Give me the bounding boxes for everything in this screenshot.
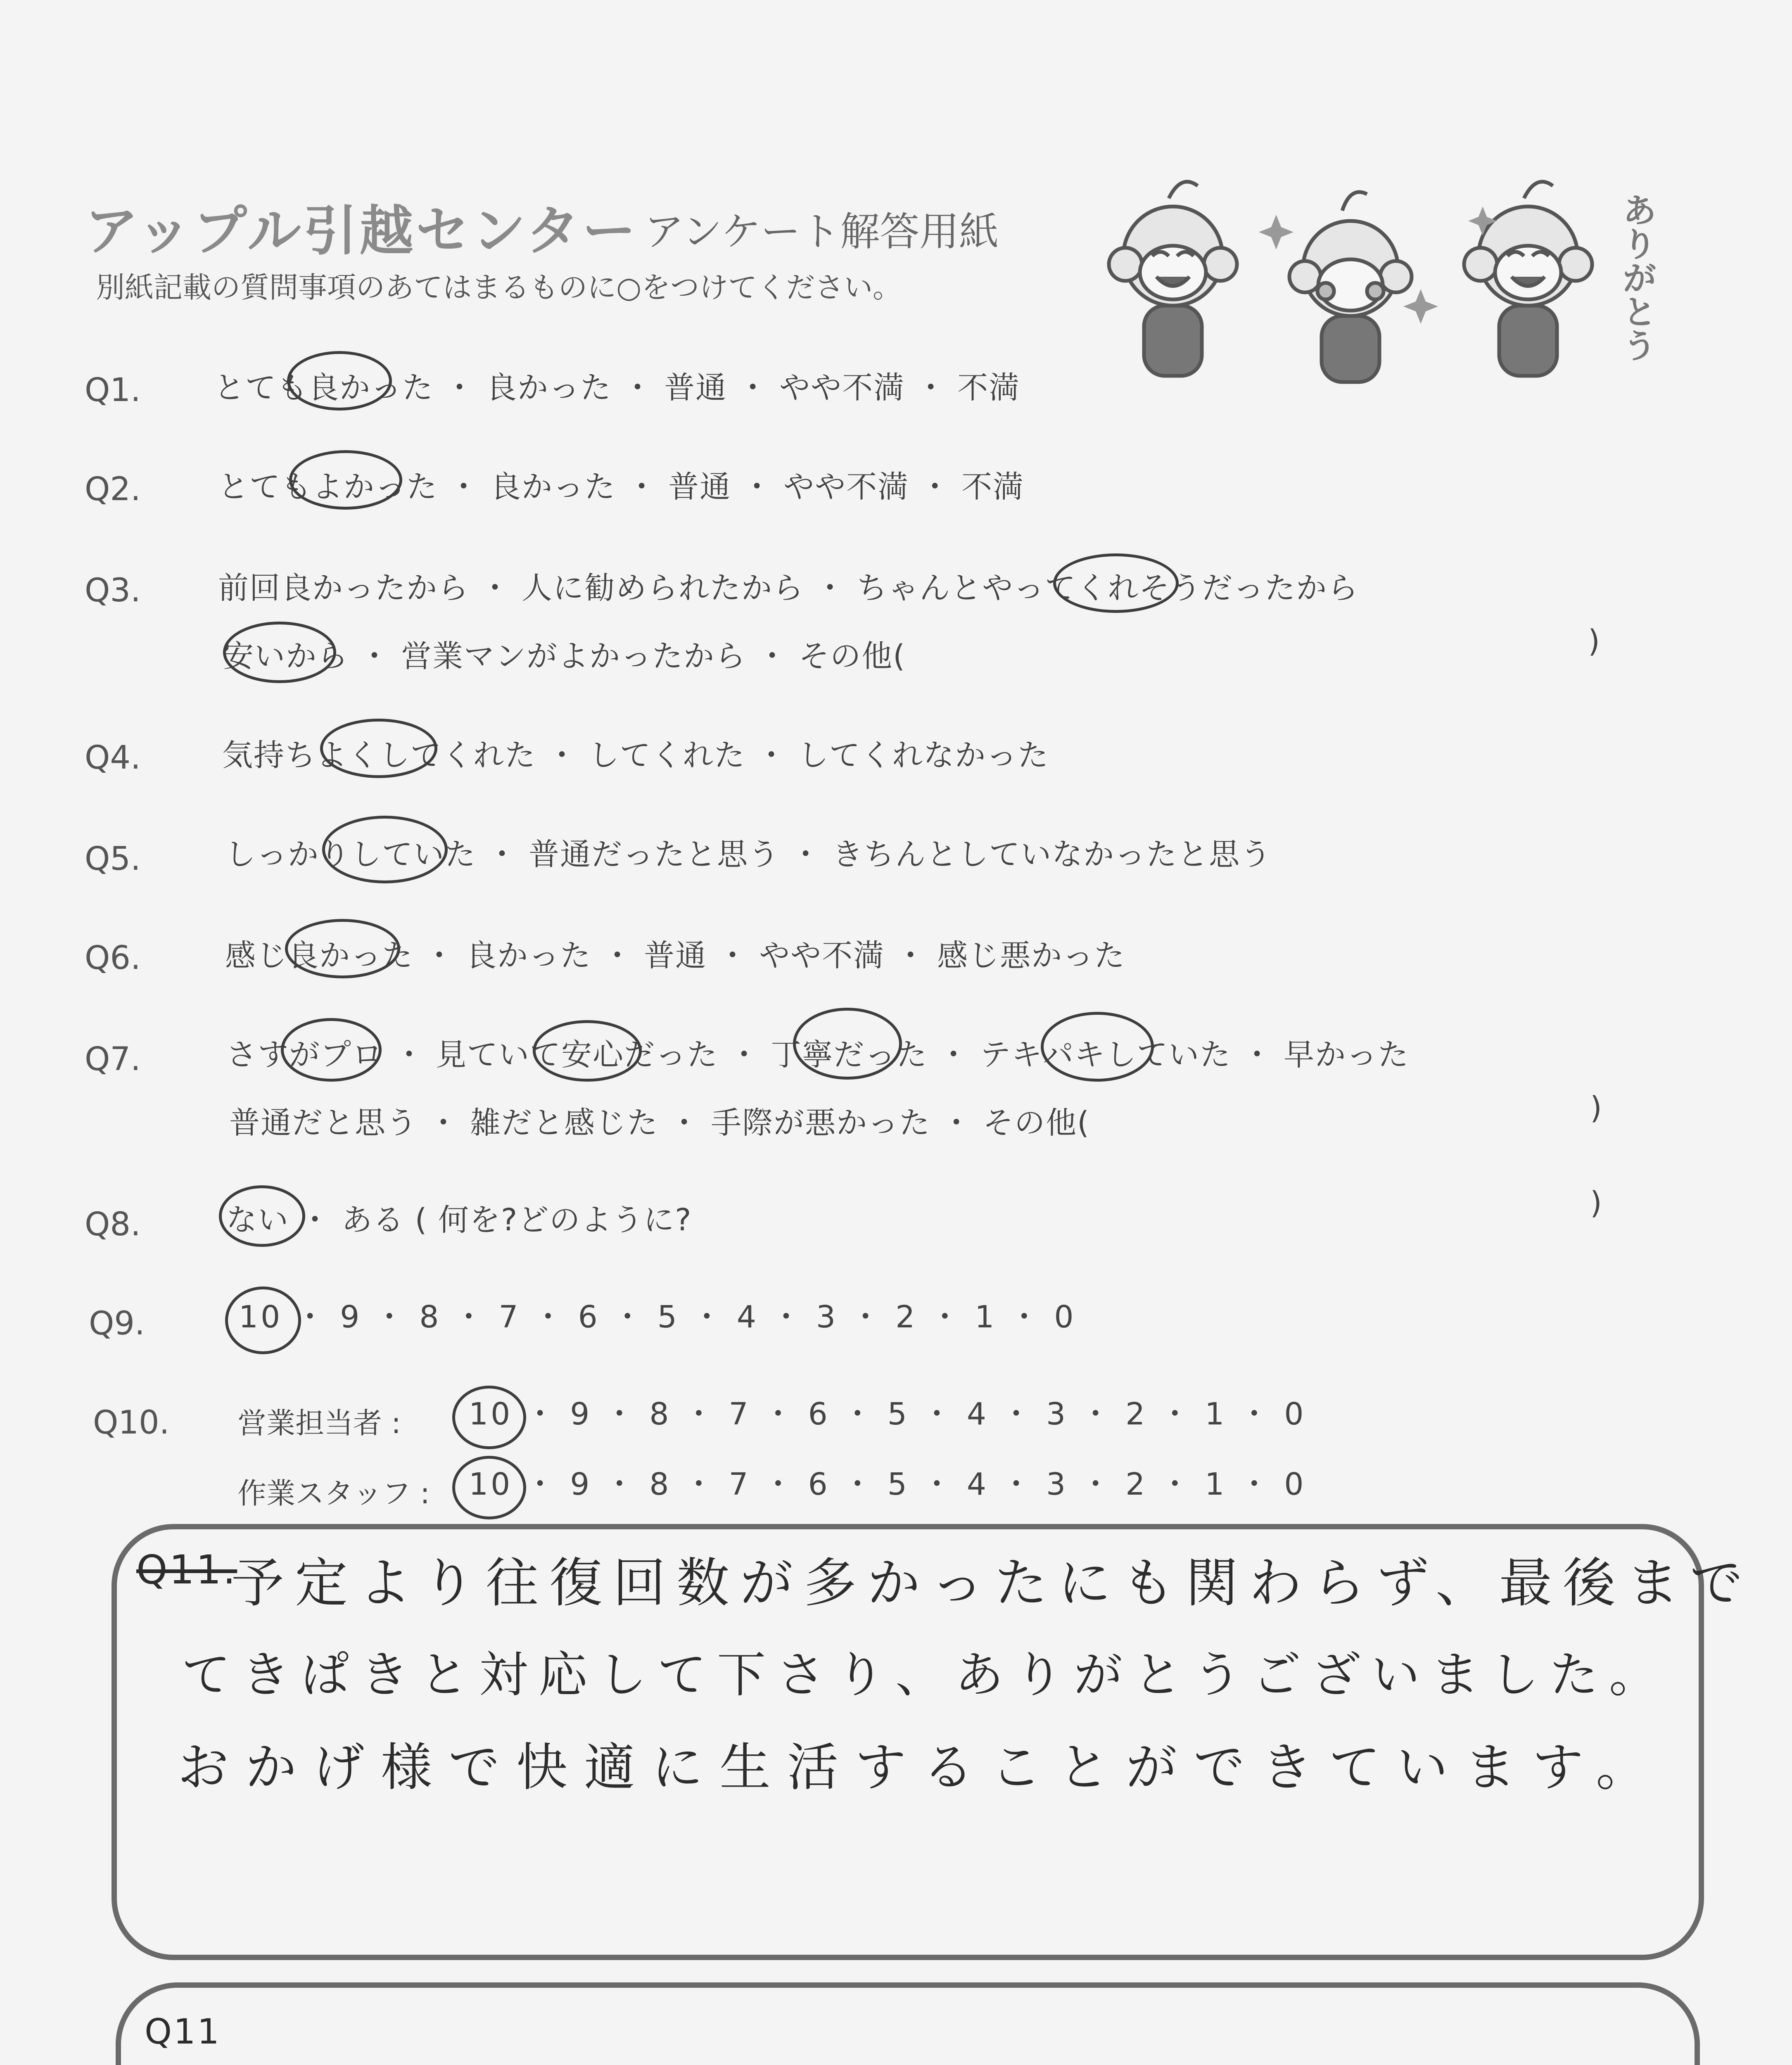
mascot-illustration bbox=[1094, 173, 1648, 405]
q4-answer-circle bbox=[320, 719, 437, 778]
q6-options[interactable]: 感じ良かった ・ 良かった ・ 普通 ・ やや不満 ・ 感じ悪かった bbox=[225, 938, 1126, 973]
company-title: アップル引越センター bbox=[85, 199, 638, 262]
form-subtitle: アンケート解答用紙 bbox=[644, 209, 999, 255]
q2-label: Q2. bbox=[85, 471, 141, 508]
q3-answer-circle-b bbox=[223, 622, 336, 683]
monkey-shy-icon bbox=[1289, 192, 1412, 382]
comment2-question-tag: Q11 bbox=[145, 2011, 221, 2052]
q7-options-line2[interactable]: 普通だと思う ・ 雑だと感じた ・ 手際が悪かった ・ その他( bbox=[229, 1105, 1090, 1141]
q10-sales-answer-circle bbox=[452, 1386, 526, 1449]
q1-label: Q1. bbox=[85, 372, 141, 409]
monkey-laughing-icon bbox=[1109, 182, 1237, 376]
q7-close-paren: ) bbox=[1590, 1090, 1602, 1126]
q4-options[interactable]: 気持ちよくしてくれた ・ してくれた ・ してくれなかった bbox=[222, 738, 1049, 773]
thank-you-badge: ありがとう bbox=[1623, 192, 1656, 366]
q6-label: Q6. bbox=[85, 940, 141, 977]
instruction-text: 別紙記載の質問事項のあてはまるものに○をつけてください。 bbox=[96, 271, 902, 304]
q5-options[interactable]: しっかりしていた ・ 普通だったと思う ・ きちんとしていなかったと思う bbox=[225, 837, 1272, 872]
q1-options[interactable]: とても良かった ・ 良かった ・ 普通 ・ やや不満 ・ 不満 bbox=[214, 370, 1021, 406]
q10-sales-scale[interactable]: 10 ・ 9 ・ 8 ・ 7 ・ 6 ・ 5 ・ 4 ・ 3 ・ 2 ・ 1 ・ 0 bbox=[469, 1396, 1306, 1432]
q5-label: Q5. bbox=[85, 840, 141, 878]
comment1-question-tag: Q11. bbox=[136, 1547, 237, 1593]
q10-label: Q10. bbox=[93, 1404, 170, 1441]
q7-answer-circle-a bbox=[281, 1018, 382, 1082]
q10-work-answer-circle bbox=[452, 1456, 526, 1519]
q3-options-line2[interactable]: 安いから ・ 営業マンがよかったから ・ その他( bbox=[223, 638, 906, 674]
q3-options-line1[interactable]: 前回良かったから ・ 人に勧められたから ・ ちゃんとやってくれそうだったから bbox=[218, 570, 1359, 606]
comment1-line2: てきぱきと対応して下さり、ありがとうございました。 bbox=[182, 1646, 1669, 1703]
q1-answer-circle bbox=[287, 351, 392, 411]
q3-answer-circle-a bbox=[1053, 553, 1179, 613]
q7-label: Q7. bbox=[85, 1041, 141, 1078]
q4-label: Q4. bbox=[85, 739, 141, 776]
q5-answer-circle bbox=[322, 816, 448, 883]
q8-options[interactable]: ない ・ ある ( 何を?どのように? bbox=[226, 1202, 692, 1238]
q7-answer-circle-c bbox=[793, 1008, 902, 1080]
q7-answer-circle-b bbox=[533, 1020, 642, 1082]
q2-options[interactable]: とてもよかった ・ 良かった ・ 普通 ・ やや不満 ・ 不満 bbox=[218, 469, 1025, 505]
q2-answer-circle bbox=[289, 450, 402, 510]
q3-label: Q3. bbox=[85, 572, 141, 609]
q3-close-paren: ) bbox=[1588, 624, 1600, 659]
q8-close-paren: ) bbox=[1590, 1185, 1602, 1221]
comment1-line1: 予定より往復回数が多かったにも関わらず、最後まで bbox=[231, 1552, 1754, 1614]
q8-label: Q8. bbox=[85, 1206, 141, 1243]
q9-scale[interactable]: 10 ・ 9 ・ 8 ・ 7 ・ 6 ・ 5 ・ 4 ・ 3 ・ 2 ・ 1 ・ 0 bbox=[239, 1299, 1076, 1335]
q10-sales-label: 営業担当者 : bbox=[237, 1406, 401, 1440]
comment1-line3: おかげ様で快適に生活することができています。 bbox=[178, 1738, 1664, 1797]
q10-work-label: 作業スタッフ : bbox=[237, 1476, 430, 1510]
q6-answer-circle bbox=[285, 919, 400, 978]
q7-answer-circle-d bbox=[1041, 1012, 1154, 1082]
q7-options-line1[interactable]: さすがプロ ・ 見ていて安心だった ・ 丁寧だった ・ テキパキしていた ・ 早かった bbox=[226, 1037, 1410, 1073]
q9-answer-circle bbox=[225, 1286, 301, 1354]
q9-label: Q9. bbox=[89, 1305, 145, 1342]
comment-box-2 bbox=[116, 1982, 1700, 2065]
q8-answer-circle bbox=[219, 1185, 305, 1247]
q10-work-scale[interactable]: 10 ・ 9 ・ 8 ・ 7 ・ 6 ・ 5 ・ 4 ・ 3 ・ 2 ・ 1 ・ 0 bbox=[469, 1467, 1306, 1502]
